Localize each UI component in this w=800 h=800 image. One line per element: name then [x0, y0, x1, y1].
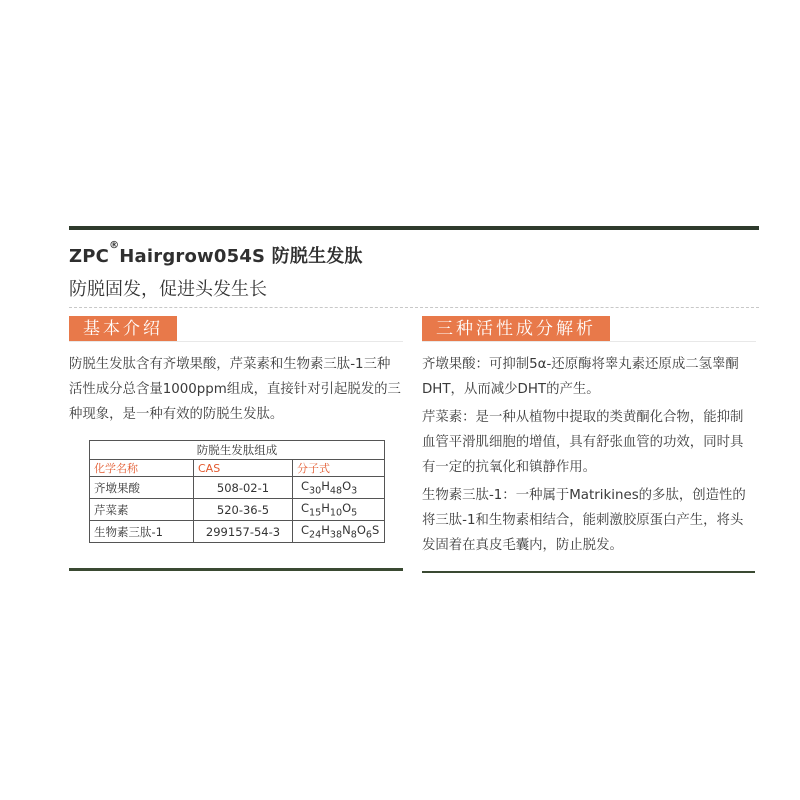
cell-name: 齐墩果酸 [90, 477, 194, 499]
brand-name: ZPC [69, 246, 110, 267]
subtitle-divider [69, 307, 759, 308]
section-label-analysis: 三种活性成分解析 [422, 316, 610, 342]
section-label-basic-intro: 基本介绍 [69, 316, 177, 342]
table-caption: 防脱生发肽组成 [89, 440, 385, 459]
bottom-divider-right [422, 571, 755, 573]
product-name: Hairgrow054S 防脱生发肽 [119, 246, 363, 267]
bottom-divider-left [69, 568, 403, 571]
cell-cas: 508-02-1 [194, 477, 293, 499]
cell-cas: 520-36-5 [194, 499, 293, 521]
analysis-paragraph-oleanolic: 齐墩果酸：可抑制5α-还原酶将睾丸素还原成二氢睾酮DHT，从而减少DHT的产生。 [422, 357, 739, 397]
registered-mark: ® [109, 240, 120, 251]
header-chemical-name: 化学名称 [90, 460, 194, 477]
table-row [90, 477, 385, 499]
table-row [90, 521, 385, 543]
cell-cas: 299157-54-3 [194, 521, 293, 543]
section-bar-basic-intro [69, 341, 403, 342]
product-title [69, 242, 363, 268]
analysis-paragraph-apigenin: 芹菜素：是一种从植物中提取的类黄酮化合物，能抑制血管平滑肌细胞的增值，具有舒张血管的功效，同时具有一定的抗氧化和镇静作用。 [422, 410, 744, 475]
analysis-paragraph-biotinoyl: 生物素三肽-1：一种属于Matrikines的多肽，创造性的将三肽-1和生物素相结合，能刺激胶原蛋白产生，将头发固着在真皮毛囊内，防止脱发。 [422, 488, 746, 553]
header-cas: CAS [194, 460, 293, 477]
top-divider [69, 226, 759, 230]
cell-formula: $C_{15}H_{10}O_5$ [293, 499, 385, 521]
analysis-text [422, 352, 752, 561]
table-row [90, 499, 385, 521]
cell-name: 芹菜素 [90, 499, 194, 521]
cell-formula: $C_{30}H_{48}O_3$ [293, 477, 385, 499]
section-bar-analysis [422, 341, 756, 342]
cell-formula: $C_{24}H_{38}N_8O_6S$ [293, 521, 385, 543]
product-subtitle: 防脱固发，促进头发生长 [69, 279, 267, 300]
cell-name: 生物素三肽-1 [90, 521, 194, 543]
header-formula: 分子式 [293, 460, 385, 477]
basic-intro-text: 防脱生发肽含有齐墩果酸，芹菜素和生物素三肽-1三种活性成分总含量1000ppm组成，直接针对引起脱发的三种现象，是一种有效的防脱生发肽。 [69, 357, 401, 422]
table-header-row [90, 460, 385, 477]
composition-table [89, 440, 385, 543]
